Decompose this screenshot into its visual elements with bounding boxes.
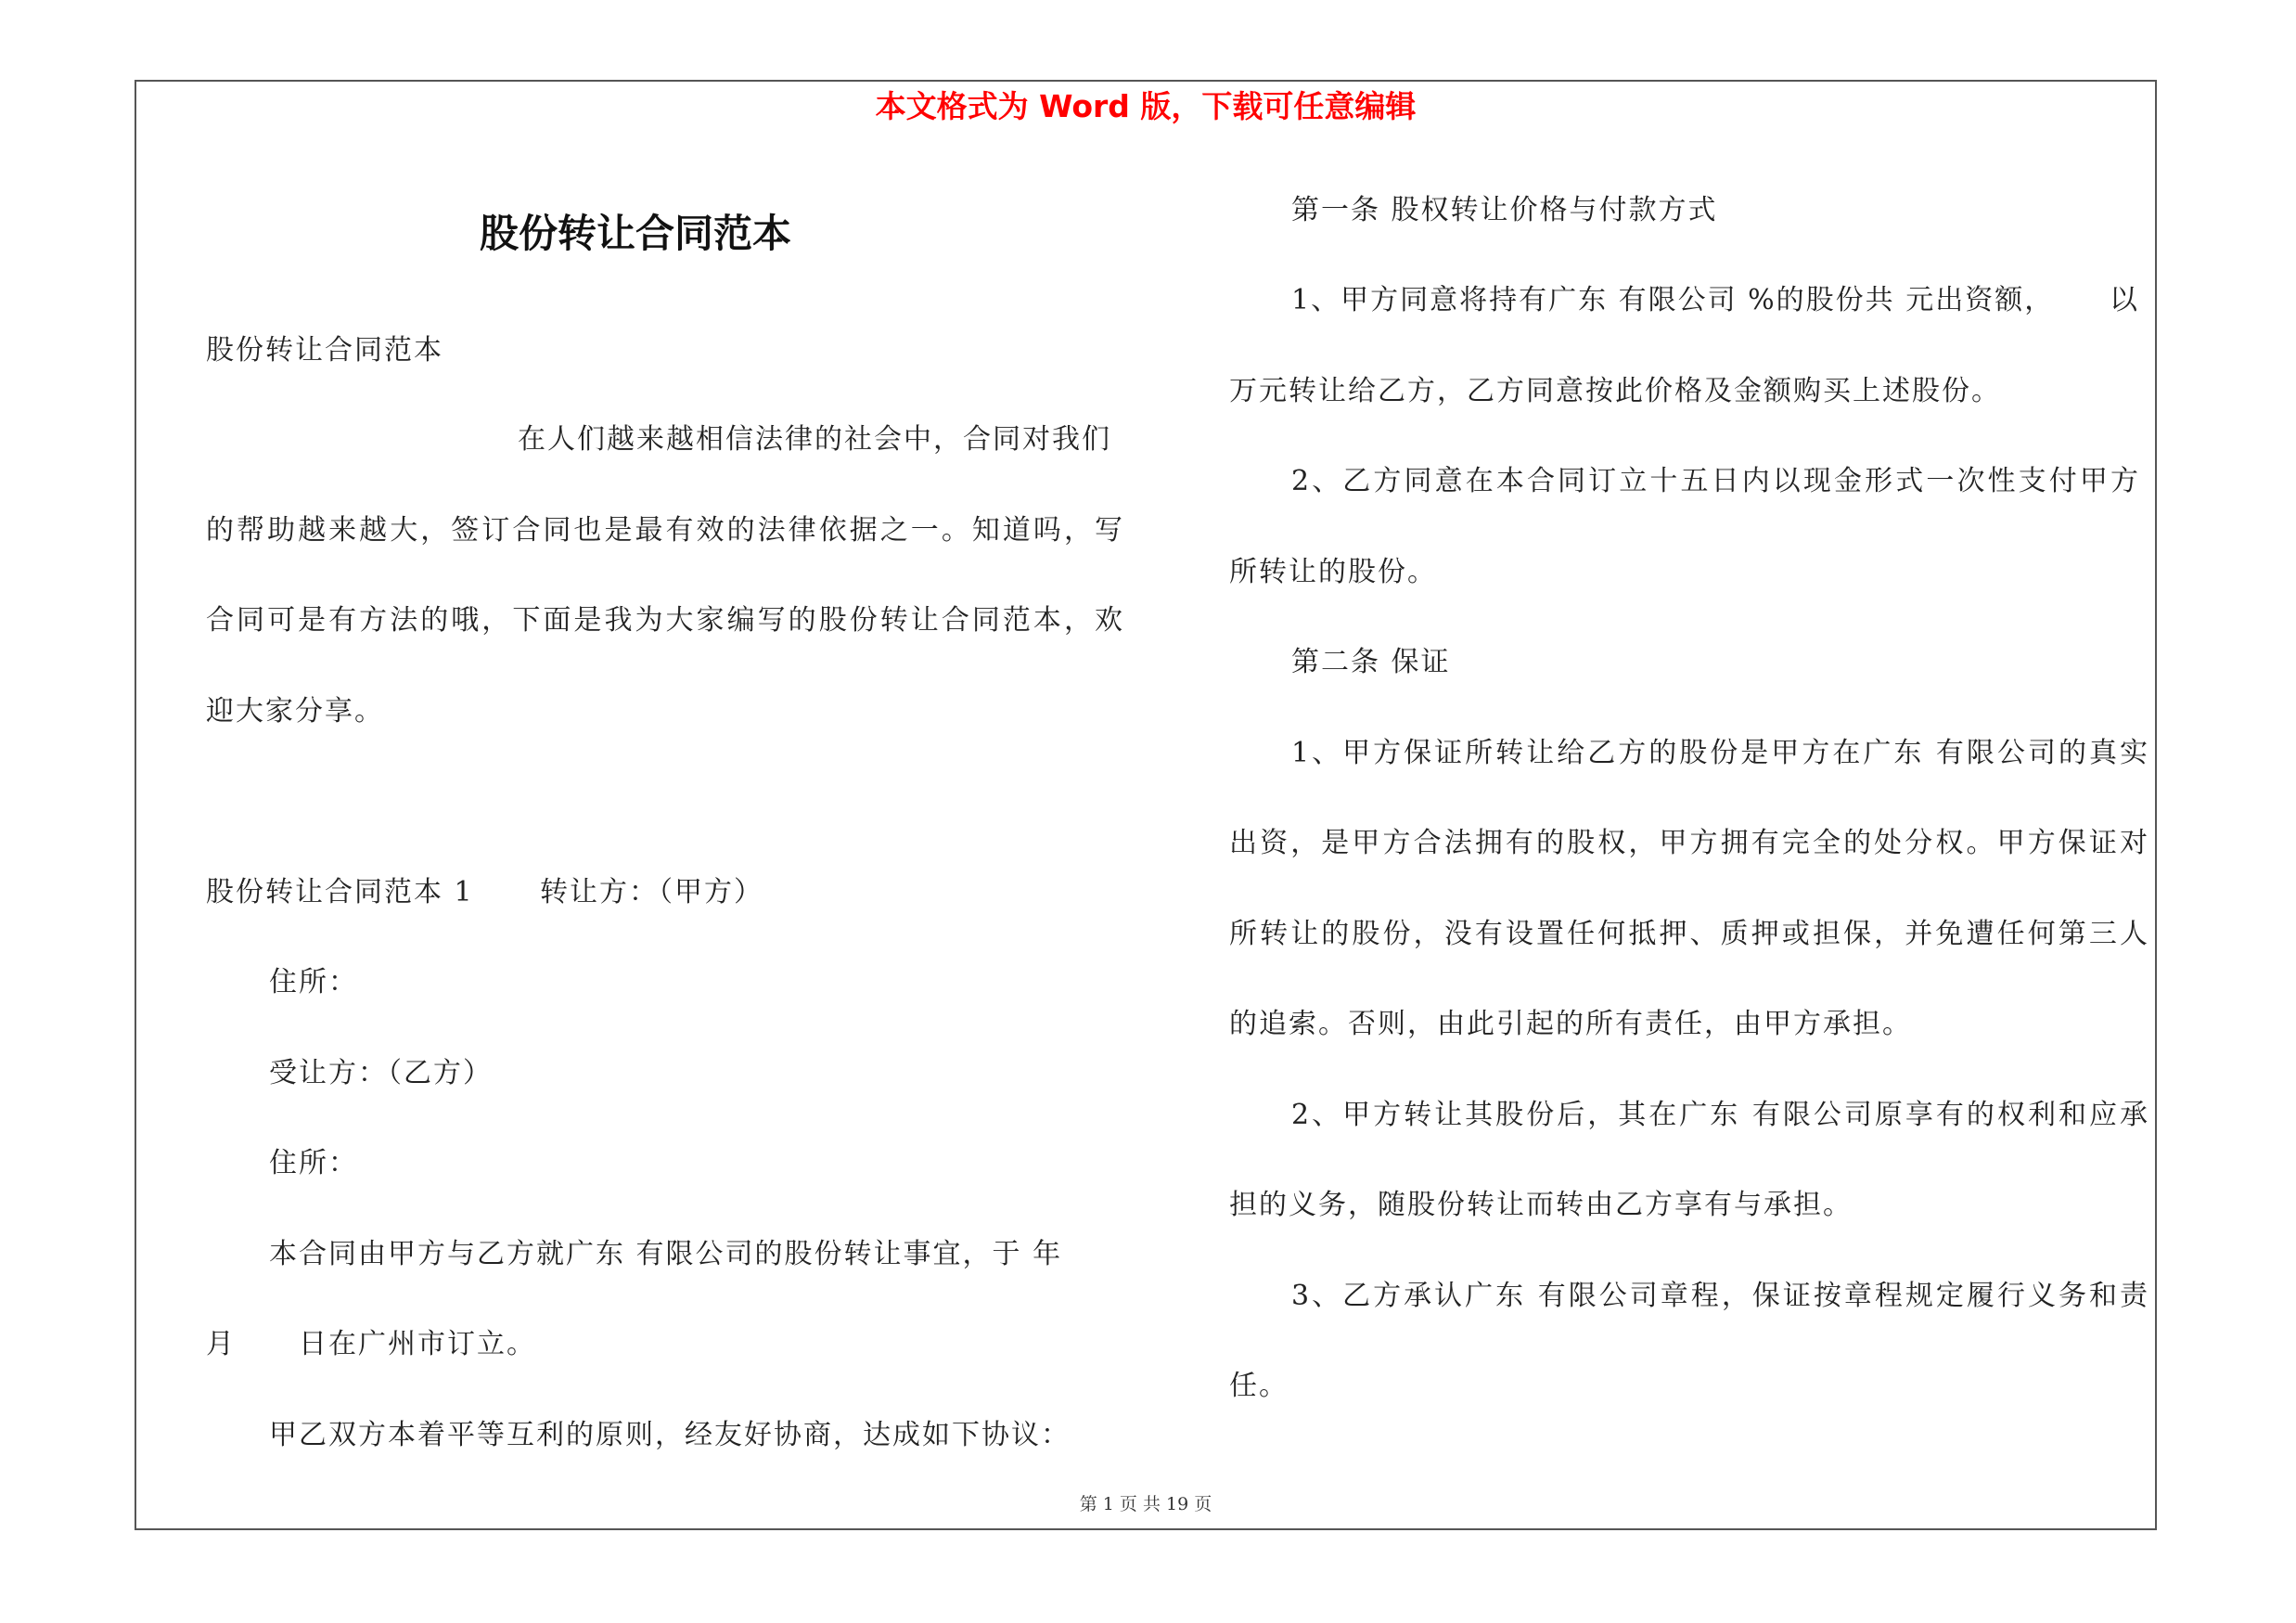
page-number: 第 1 页 共 19 页 xyxy=(1079,1494,1212,1514)
sample-heading: 股份转让合同范本 1 xyxy=(206,876,474,908)
address-label-2: 住所： xyxy=(269,1147,358,1179)
a2-p1-line-3: 所转让的股份，没有设置任何抵押、质押或担保，并免遭任何第三人 xyxy=(1229,918,2149,950)
transferor-label: 转让方：（甲方） xyxy=(540,876,763,908)
intro-line-2: 的帮助越来越大，签订合同也是最有效的法律依据之一。知道吗，写 xyxy=(206,514,1124,547)
a2-p3-line-2: 任。 xyxy=(1229,1370,1289,1402)
a1-p2-line-1: 2、乙方同意在本合同订立十五日内以现金形式一次性支付甲方 xyxy=(1291,465,2140,497)
a2-p2-line-2: 担的义务，随股份转让而转由乙方享有与承担。 xyxy=(1229,1189,1853,1221)
a1-p1-yi: 以 xyxy=(2110,284,2139,316)
agreement-line: 甲乙双方本着平等互利的原则，经友好协商，达成如下协议： xyxy=(269,1419,1071,1451)
address-label-1: 住所： xyxy=(269,966,358,998)
transferee-label: 受让方：（乙方） xyxy=(269,1057,493,1089)
contract-date-month: 月 xyxy=(206,1328,236,1360)
document-title: 股份转让合同范本 xyxy=(479,211,791,256)
intro-line-4: 迎大家分享。 xyxy=(206,695,384,728)
a2-p3-line-1: 3、乙方承认广东 有限公司章程，保证按章程规定履行义务和责 xyxy=(1291,1280,2149,1312)
article-2-title: 第二条 保证 xyxy=(1291,646,1451,678)
a2-p1-line-4: 的追索。否则，由此引起的所有责任，由甲方承担。 xyxy=(1229,1008,1912,1040)
subtitle: 股份转让合同范本 xyxy=(206,334,443,367)
contract-date-line-2: 日在广州市订立。 xyxy=(299,1328,536,1360)
a1-p1-line-1: 1、甲方同意将持有广东 有限公司 %的股份共 元出资额， xyxy=(1291,284,2055,316)
intro-line-3: 合同可是有方法的哦，下面是我为大家编写的股份转让合同范本，欢 xyxy=(206,604,1124,637)
a1-p1-line-2: 万元转让给乙方，乙方同意按此价格及金额购买上述股份。 xyxy=(1229,375,2001,407)
article-1-title: 第一条 股权转让价格与付款方式 xyxy=(1291,194,1718,226)
a1-p2-line-2: 所转让的股份。 xyxy=(1229,556,1437,588)
contract-date-line-1: 本合同由甲方与乙方就广东 有限公司的股份转让事宜，于 年 xyxy=(269,1238,1063,1270)
a2-p1-line-1: 1、甲方保证所转让给乙方的股份是甲方在广东 有限公司的真实 xyxy=(1291,737,2149,769)
a2-p2-line-1: 2、甲方转让其股份后，其在广东 有限公司原享有的权利和应承 xyxy=(1291,1099,2149,1131)
word-format-banner: 本文格式为 Word 版，下载可任意编辑 xyxy=(875,88,1417,124)
a2-p1-line-2: 出资，是甲方合法拥有的股权，甲方拥有完全的处分权。甲方保证对 xyxy=(1229,827,2149,859)
intro-line-1: 在人们越来越相信法律的社会中，合同对我们 xyxy=(518,423,1111,456)
